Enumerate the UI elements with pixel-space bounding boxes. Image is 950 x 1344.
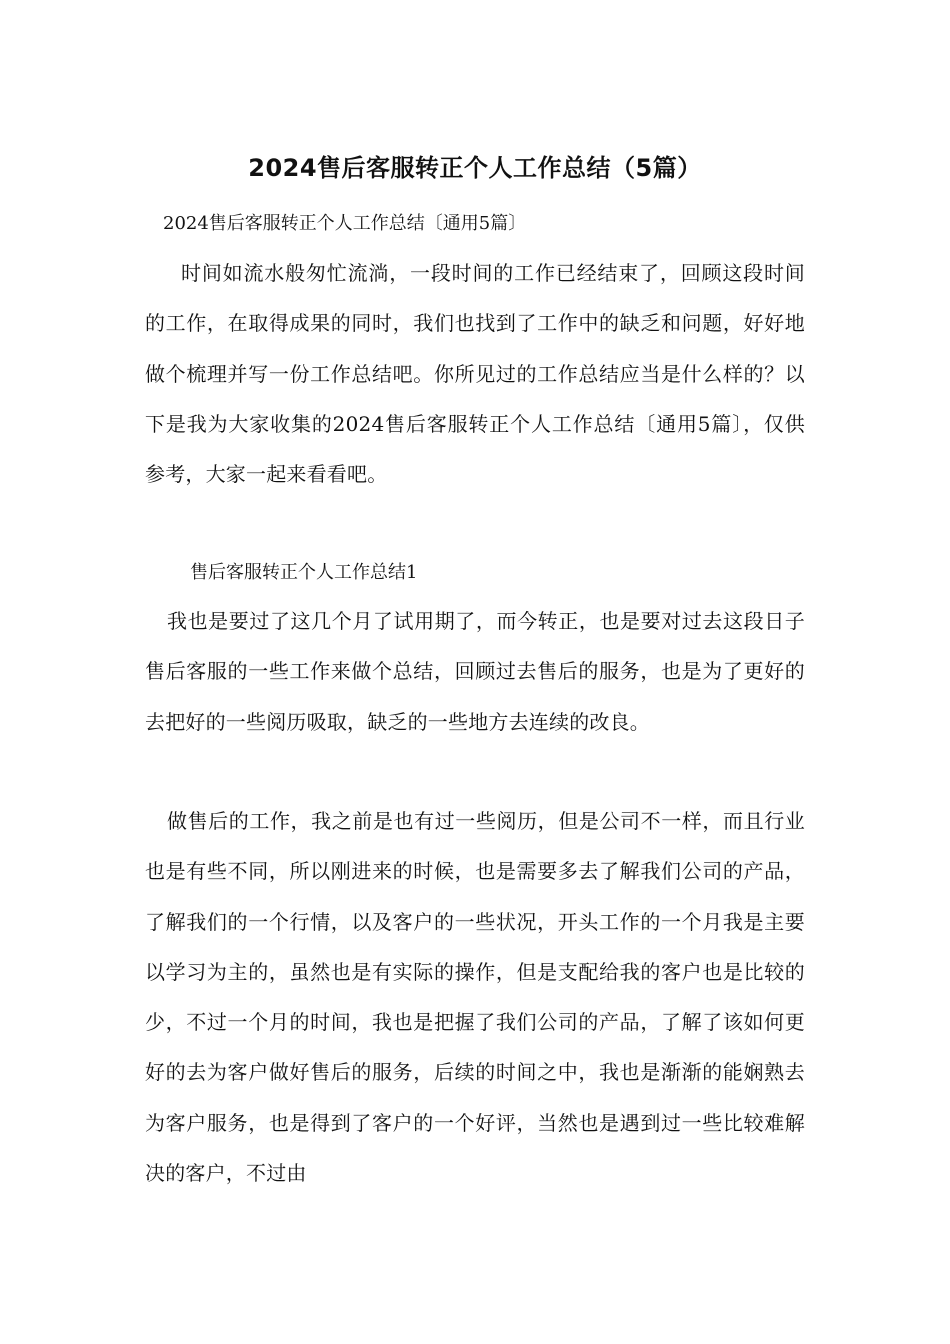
document-title: 2024售后客服转正个人工作总结（5篇） [248,154,702,182]
document-subtitle: 2024售后客服转正个人工作总结〔通用5篇〕 [163,213,527,234]
section-heading: 售后客服转正个人工作总结1 [190,562,418,583]
body-paragraph-2: 做售后的工作，我之前是也有过一些阅历，但是公司不一样，而且行业也是有些不同，所以刚进来的时候，也是需要多去了解我们公司的产品，了解我们的一个行情，以及客户的一些状况，开头工作的一个月我是主要以学习为主的，虽然也是有实际的操作，但是支配给我的客户也是比较的少，不过一个月的时间，我也是把握了我们公司的产品，了解了该如何更好的去为客户做好售后的服务，后续的时间之中，我也是渐渐的能娴熟去为客户服务，也是得到了客户的一个好评，当然也是遇到过一些比较难解决的客户，不过由 [145,809,805,1186]
body-paragraph-1: 我也是要过了这几个月了试用期了，而今转正，也是要对过去这段日子售后客服的一些工作来做个总结，回顾过去售后的服务，也是为了更好的去把好的一些阅历吸取，缺乏的一些地方去连续的改良。 [145,609,805,734]
intro-paragraph: 时间如流水般匆忙流淌，一段时间的工作已经结束了，回顾这段时间的工作，在取得成果的同时，我们也找到了工作中的缺乏和问题，好好地做个梳理并写一份工作总结吧。你所见过的工作总结应当是什么样的？以下是我为大家收集的2024售后客服转正个人工作总结〔通用5篇〕，仅供参考，大家一起来看看吧。 [145,261,805,487]
